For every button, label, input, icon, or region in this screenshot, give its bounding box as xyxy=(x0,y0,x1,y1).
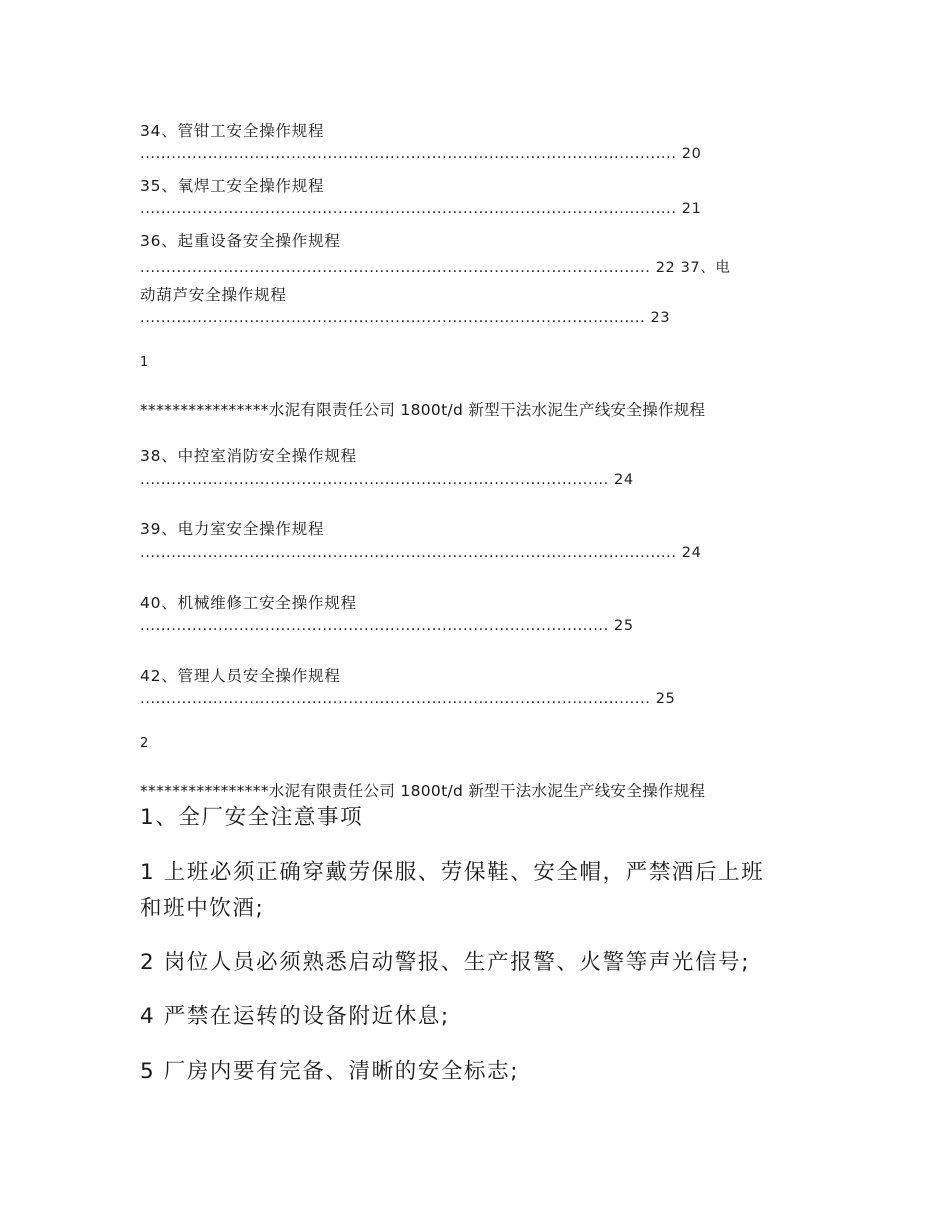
toc-entry-title[interactable]: 34、管钳工安全操作规程 xyxy=(140,122,325,140)
toc-entry-leader[interactable]: ....................................................................................................... 24 xyxy=(140,545,702,561)
toc-entry-title[interactable]: 42、管理人员安全操作规程 xyxy=(140,667,341,685)
body-paragraph: 4 严禁在运转的设备附近休息; xyxy=(140,1004,450,1029)
toc-entry-leader[interactable]: ................................................................................................. 23 xyxy=(140,310,671,326)
toc-entry-title[interactable]: 35、氧焊工安全操作规程 xyxy=(140,177,325,195)
toc-entry-leader[interactable]: .................................................................................................. 22 37、电 xyxy=(140,260,731,276)
toc-entry-leader[interactable]: .......................................................................................... 24 xyxy=(140,472,634,488)
body-paragraph: 和班中饮酒; xyxy=(140,896,265,921)
section-title: 1、全厂安全注意事项 xyxy=(140,805,364,830)
toc-entry-title[interactable]: 40、机械维修工安全操作规程 xyxy=(140,594,357,612)
toc-entry-leader[interactable]: .................................................................................................. 25 xyxy=(140,691,676,707)
toc-entry-leader[interactable]: .......................................................................................... 25 xyxy=(140,618,634,634)
toc-entry-leader[interactable]: ....................................................................................................... 20 xyxy=(140,146,702,162)
page-header: ****************水泥有限责任公司 1800t/d 新型干法水泥生产线安全操作规程 xyxy=(140,401,706,419)
toc-entry-title[interactable]: 38、中控室消防安全操作规程 xyxy=(140,447,357,465)
toc-entry-title[interactable]: 动葫芦安全操作规程 xyxy=(140,286,287,304)
toc-entry-title[interactable]: 36、起重设备安全操作规程 xyxy=(140,232,341,250)
body-paragraph: 5 厂房内要有完备、清晰的安全标志; xyxy=(140,1059,520,1084)
page-number: 2 xyxy=(140,736,149,751)
page-header: ****************水泥有限责任公司 1800t/d 新型干法水泥生产线安全操作规程 xyxy=(140,782,706,800)
body-paragraph: 1 上班必须正确穿戴劳保服、劳保鞋、安全帽，严禁酒后上班 xyxy=(140,860,765,885)
toc-entry-title[interactable]: 39、电力室安全操作规程 xyxy=(140,520,325,538)
page-number: 1 xyxy=(140,355,149,370)
body-paragraph: 2 岗位人员必须熟悉启动警报、生产报警、火警等声光信号; xyxy=(140,950,751,975)
toc-entry-leader[interactable]: ....................................................................................................... 21 xyxy=(140,201,702,217)
